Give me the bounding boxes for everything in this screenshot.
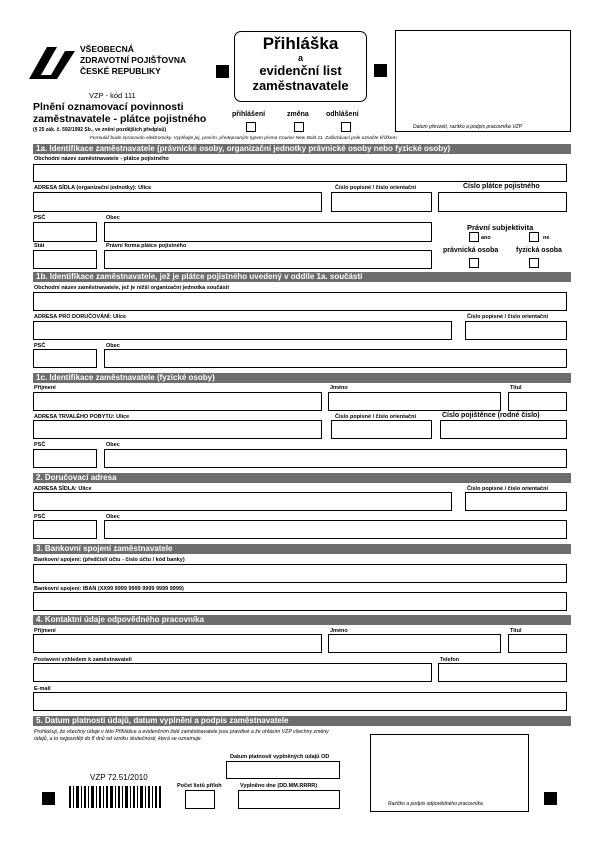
- vzp-logo-icon: [27, 45, 77, 81]
- field-validity-date[interactable]: [226, 761, 340, 779]
- form-title-line4: zaměstnavatele: [252, 78, 349, 93]
- label-iban: Bankovní spojení: IBAN (XX99 9999 9999 9999 9999 9999): [34, 586, 184, 592]
- form-title-box: [234, 31, 367, 102]
- field-1c-surname[interactable]: [33, 392, 322, 411]
- field-1b-name[interactable]: [33, 292, 567, 311]
- label-subjectivity-no: ne: [543, 235, 550, 241]
- law-reference: (§ 25 zák. č. 592/1992 Sb., ve znění pozdějších předpisů): [33, 127, 167, 133]
- subtitle-line2: zaměstnavatele - plátce pojistného: [33, 113, 207, 125]
- field-1b-street[interactable]: [33, 321, 452, 340]
- instruction-text: Formulář bude zpracován elektronicky. Vyplňujte jej, prosím, předepsaným typem písma Courier New Bold 11. Zaškrtávací pole označte křížkem.: [90, 136, 398, 141]
- label-validity-date: Datum platnosti vyplněných údajů OD: [230, 754, 330, 760]
- field-state[interactable]: [33, 250, 97, 269]
- label-legal-form: Právní forma plátce pojistného: [106, 243, 187, 249]
- registration-mark-bottom-right: [544, 792, 557, 805]
- label-natural-person: fyzická osoba: [516, 247, 562, 254]
- field-2-city[interactable]: [104, 520, 567, 539]
- checkbox-subjectivity-no[interactable]: [529, 232, 539, 242]
- field-2-street[interactable]: [33, 492, 452, 511]
- checkbox-subjectivity-yes[interactable]: [469, 232, 479, 242]
- field-4-surname[interactable]: [33, 634, 322, 653]
- org-name-line1: VŠEOBECNÁ: [80, 44, 134, 54]
- label-4-phone: Telefon: [440, 657, 460, 663]
- field-1c-city[interactable]: [104, 449, 567, 468]
- label-1c-firstname: Jméno: [330, 385, 348, 391]
- field-4-position[interactable]: [33, 663, 432, 682]
- field-legal-form[interactable]: [104, 250, 432, 269]
- form-title-line2: a: [297, 53, 303, 63]
- org-name: [80, 44, 186, 77]
- label-2-psc: PSČ: [34, 514, 46, 520]
- label-4-position: Postavení vzhledem k zaměstnavateli: [34, 657, 132, 663]
- section-4-header: 4. Kontaktní údaje odpovědného pracovníka: [33, 615, 571, 625]
- field-business-name[interactable]: [33, 164, 567, 182]
- section-1a-header: 1a. Identifikace zaměstnavatele (právnické osoby, organizační jednotky právnické osoby nebo fyzické osoby): [33, 144, 571, 154]
- label-business-name: Obchodní název zaměstnavatele - plátce pojistného: [34, 156, 169, 162]
- field-payer-number[interactable]: [438, 192, 567, 212]
- label-1c-city: Obec: [106, 442, 120, 448]
- org-name-line2: ZDRAVOTNÍ POJIŠŤOVNA: [80, 55, 187, 65]
- section-1c-header: 1c. Identifikace zaměstnavatele (fyzické osoby): [33, 373, 571, 383]
- label-subjectivity-yes: ano: [481, 235, 491, 241]
- checkbox-natural-person[interactable]: [529, 258, 539, 268]
- form-title-line3: evidenční list: [259, 63, 342, 78]
- field-attachments[interactable]: [185, 790, 215, 809]
- signature-caption: Razítko a podpis odpovědného pracovníka: [388, 801, 483, 807]
- label-1c-degree: Titul: [510, 385, 522, 391]
- label-city: Obec: [106, 215, 120, 221]
- section-5-header: 5. Datum platnosti údajů, datum vyplnění a podpis zaměstnavatele: [33, 716, 571, 726]
- label-1c-surname: Příjmení: [34, 385, 56, 391]
- label-1b-number: Číslo popisné / číslo orientační: [467, 314, 548, 320]
- form-code: VZP 72.51/2010: [90, 773, 148, 782]
- label-4-email: E-mail: [34, 686, 51, 692]
- field-4-firstname[interactable]: [328, 634, 501, 653]
- label-bank-account: Bankovní spojení: (předčíslí účtu - číslo účtu / kód banky): [34, 557, 185, 563]
- field-4-email[interactable]: [33, 692, 567, 711]
- label-1b-city: Obec: [106, 343, 120, 349]
- label-1b-street: ADRESA PRO DORUČOVÁNÍ: Ulice: [34, 314, 127, 320]
- stamp-caption: Datum převzetí, razítko a podpis pracovníka VZP: [413, 124, 522, 130]
- field-1c-degree[interactable]: [508, 392, 567, 411]
- registration-mark-top-right: [374, 64, 387, 77]
- vzp-code: VZP - kód 111: [89, 91, 136, 100]
- section-3-header: 3. Bankovní spojení zaměstnavatele: [33, 544, 571, 554]
- field-seat-street[interactable]: [33, 192, 322, 212]
- checkbox-deregistration[interactable]: [341, 122, 351, 132]
- label-2-number: Číslo popisné / číslo orientační: [467, 486, 548, 492]
- label-1b-name: Obchodní název zaměstnavatele, jež je nižší organizační jednotka součástí: [34, 285, 230, 291]
- option-label-deregistration: odhlášení: [326, 111, 359, 118]
- field-filled-date[interactable]: [238, 790, 340, 809]
- section-2-header: 2. Doručovací adresa: [33, 473, 571, 483]
- field-1c-number[interactable]: [331, 420, 432, 439]
- field-4-phone[interactable]: [438, 663, 567, 682]
- field-4-degree[interactable]: [508, 634, 567, 653]
- label-1c-number: Číslo popisné / číslo orientační: [335, 414, 416, 420]
- label-legal-subjectivity: Právní subjektivita: [467, 223, 534, 232]
- label-filled-date: Vyplněno dne (DD.MM.RRRR): [240, 783, 318, 789]
- label-psc: PSČ: [34, 215, 46, 221]
- field-psc[interactable]: [33, 222, 97, 242]
- option-label-registration: přihlášení: [232, 111, 266, 118]
- field-iban[interactable]: [33, 592, 567, 611]
- field-1b-number[interactable]: [465, 321, 567, 340]
- label-4-firstname: Jméno: [330, 628, 348, 634]
- org-name-line3: ČESKÉ REPUBLIKY: [80, 66, 161, 76]
- subtitle: [33, 101, 206, 125]
- label-2-street: ADRESA SÍDLA: Ulice: [34, 486, 92, 492]
- field-1c-insurance[interactable]: [440, 420, 567, 439]
- subtitle-line1: Plnění oznamovací povinnosti: [33, 101, 184, 113]
- field-city[interactable]: [104, 222, 432, 242]
- label-2-city: Obec: [106, 514, 120, 520]
- label-legal-person: právnická osoba: [443, 247, 499, 254]
- label-1c-street: ADRESA TRVALÉHO POBYTU: Ulice: [34, 414, 130, 420]
- checkbox-change[interactable]: [294, 122, 304, 132]
- field-2-psc[interactable]: [33, 520, 97, 539]
- label-seat-number: Číslo popisné / číslo orientační: [335, 185, 416, 191]
- registration-mark-bottom-left: [42, 792, 55, 805]
- label-1c-insurance: Číslo pojištěnce (rodné číslo): [442, 412, 540, 419]
- label-1b-psc: PSČ: [34, 343, 46, 349]
- declaration-text: Prohlašuji, že všechny údaje v této Přihlášce a evidenčním listě zaměstnavatele jsou pravdivé a že ohlásím VZP všechny změny údajů, a to nejpozději do 8 dnů od vzniku skutečnosti, která se oznamuje.: [34, 729, 329, 742]
- label-4-degree: Titul: [510, 628, 522, 634]
- field-1c-firstname[interactable]: [328, 392, 501, 411]
- option-label-change: změna: [287, 111, 309, 118]
- field-seat-number[interactable]: [331, 192, 432, 212]
- label-4-surname: Příjmení: [34, 628, 56, 634]
- field-1c-street[interactable]: [33, 420, 322, 439]
- field-2-number[interactable]: [465, 492, 567, 511]
- stamp-box: [395, 30, 571, 132]
- field-1b-psc[interactable]: [33, 349, 97, 368]
- label-payer-number: Číslo plátce pojistného: [463, 183, 540, 190]
- field-1c-psc[interactable]: [33, 449, 97, 468]
- registration-mark-top-left: [216, 65, 229, 78]
- barcode-icon: [69, 786, 161, 808]
- label-seat-street: ADRESA SÍDLA (organizační jednotky): Ulice: [34, 185, 152, 191]
- label-state: Stát: [34, 243, 45, 249]
- label-1c-psc: PSČ: [34, 442, 46, 448]
- checkbox-registration[interactable]: [246, 122, 256, 132]
- field-1b-city[interactable]: [104, 349, 567, 368]
- field-bank-account[interactable]: [33, 564, 567, 583]
- section-1b-header: 1b. Identifikace zaměstnavatele, jež je plátce pojistného uvedený v oddíle 1a. součástí: [33, 272, 571, 282]
- form-title-line1: Přihláška: [262, 34, 339, 53]
- label-attachments: Počet listů příloh: [177, 783, 222, 789]
- checkbox-legal-person[interactable]: [469, 258, 479, 268]
